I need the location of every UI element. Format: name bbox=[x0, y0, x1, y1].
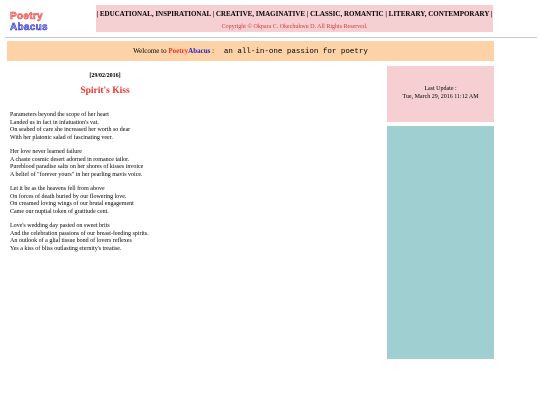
poem-line: On forces of death buried by our flowering love. bbox=[10, 193, 127, 200]
poem-line: Pureblood paradise salts on her shores of kisses invoice bbox=[10, 164, 144, 170]
poem-body bbox=[10, 112, 380, 253]
poetry-abacus-logo[interactable] bbox=[9, 10, 83, 32]
poem-line: Love's wedding day pasted on sweet brits bbox=[10, 223, 110, 229]
poem-line: Yes a kiss of bliss outlasting eternity's treatise. bbox=[10, 245, 122, 252]
logo-line-abacus: Abacus bbox=[10, 22, 48, 32]
poem-column bbox=[10, 66, 380, 260]
poem-line: Her love never learned failure bbox=[10, 149, 82, 155]
poem-stanza bbox=[10, 223, 380, 253]
last-update-box bbox=[387, 66, 494, 122]
welcome-prefix: Welcome to bbox=[133, 47, 167, 55]
last-update-label: Last Update : bbox=[424, 86, 457, 92]
sidebar-panel bbox=[387, 126, 494, 359]
last-update-value: Tue, March 29, 2016 11:12 AM bbox=[402, 94, 479, 100]
site-header bbox=[96, 5, 493, 32]
poem-line: An outlook of a glial tissue bond of lovers reflexes bbox=[10, 238, 132, 244]
poem-line: On seabed of care she increased her worth so dear bbox=[10, 127, 131, 133]
poem-date: [29/02/2016] bbox=[89, 73, 121, 79]
poem-line: Parameters beyond the scope of her heart bbox=[10, 112, 109, 118]
poem-stanza bbox=[10, 186, 380, 216]
poem-line: On creamed loving wings of our brutal engagement bbox=[10, 201, 134, 207]
poem-line: Landed us in fact in infatuation's vat. bbox=[10, 119, 99, 126]
category-nav[interactable]: | EDUCATIONAL, INSPIRATIONAL | CREATIVE, IMAGINATIVE | CLASSIC, ROMANTIC | LITERARY, CONTEMPORARY | bbox=[96, 10, 493, 18]
copyright-notice: Copyright © Okpara C. Okechukwu D. All Rights Reserved. bbox=[221, 24, 368, 30]
poem-line: With her platonic salad of fascinating veer. bbox=[10, 134, 113, 141]
brand-abacus: Abacus bbox=[188, 47, 211, 55]
welcome-tagline: an all-in-one passion for poetry bbox=[223, 48, 368, 56]
poem-line: A belief of "forever yours" in her pearling mavis voice. bbox=[10, 171, 143, 178]
poem-line: A chaste cosmic desert adorned in romance tailor. bbox=[10, 156, 130, 163]
welcome-colon: : bbox=[212, 47, 215, 55]
poem-line: Came our nuptial token of gratitude cent. bbox=[10, 208, 109, 215]
logo-line-poetry: Poetry bbox=[10, 11, 43, 22]
welcome-bar bbox=[7, 41, 494, 61]
header-divider bbox=[5, 37, 537, 38]
poem-stanza bbox=[10, 149, 380, 179]
brand-poetry: Poetry bbox=[168, 47, 189, 55]
poem-line: And the celebration passions of our breast-feeding spirits. bbox=[10, 230, 149, 237]
poem-line: Let it be as the heavens fell from above bbox=[10, 186, 105, 192]
poem-title: Spirit's Kiss bbox=[80, 86, 130, 96]
poem-stanza bbox=[10, 112, 380, 142]
